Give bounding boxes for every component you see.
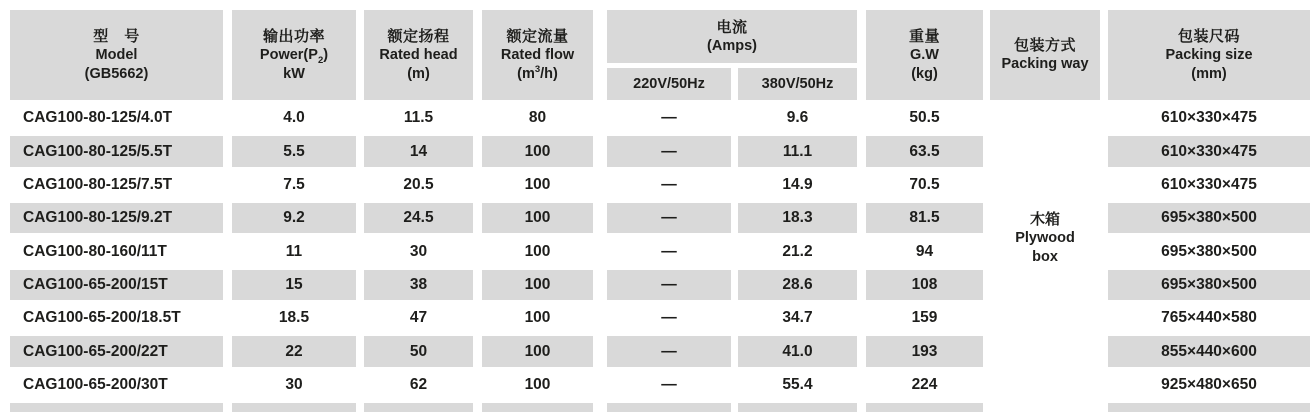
header-model-zh: 型 号 <box>93 27 140 45</box>
model-cell: CAG100-80-160/11T <box>10 235 223 268</box>
header-weight-en: G.W <box>910 46 939 63</box>
header-model-std: (GB5662) <box>84 65 149 82</box>
a220-cell: — <box>607 269 731 302</box>
head-cell: 30 <box>364 235 473 268</box>
column-weight <box>866 10 983 412</box>
column-group-current <box>607 10 857 412</box>
power-cell-partial <box>232 402 356 412</box>
a220-cell: — <box>607 102 731 135</box>
subcolumn-220v <box>607 102 731 412</box>
head-cell: 50 <box>364 335 473 368</box>
flow-cell: 100 <box>482 335 593 368</box>
model-cell: CAG100-80-125/4.0T <box>10 102 223 135</box>
flow-cell-partial <box>482 402 593 412</box>
model-cell: CAG100-80-125/5.5T <box>10 135 223 168</box>
header-weight-unit: (kg) <box>911 65 938 82</box>
header-packing-size-zh: 包装尺码 <box>1177 27 1240 45</box>
size-cell: 610×330×475 <box>1108 169 1310 202</box>
header-220v: 220V/50Hz <box>607 68 731 100</box>
size-cell: 695×380×500 <box>1108 202 1310 235</box>
model-cell: CAG100-80-125/9.2T <box>10 202 223 235</box>
a380-cell: 14.9 <box>738 169 857 202</box>
header-power-zh: 输出功率 <box>262 27 325 45</box>
header-power-en: $Power(P_2)$ <box>259 46 329 66</box>
header-power-unit: kW <box>283 65 305 82</box>
header-packing-way-zh: 包装方式 <box>1013 37 1076 54</box>
gw-cell: 81.5 <box>866 202 983 235</box>
size-cell: 610×330×475 <box>1108 102 1310 135</box>
gw-cell-partial <box>866 402 983 412</box>
header-current-en: (Amps) <box>707 37 757 54</box>
flow-cell: 100 <box>482 135 593 168</box>
column-rated-flow <box>482 10 593 412</box>
model-cell: CAG100-65-200/15T <box>10 269 223 302</box>
header-packing-way-en: Packing way <box>1001 56 1089 72</box>
header-power <box>232 10 356 100</box>
column-packing-way <box>990 10 1100 412</box>
subcolumn-380v <box>738 102 857 412</box>
model-cell: CAG100-65-200/30T <box>10 369 223 402</box>
a380-cell: 28.6 <box>738 269 857 302</box>
packing-way-zh: 木箱 <box>1029 210 1060 228</box>
header-current <box>607 10 857 63</box>
a380-cell: 11.1 <box>738 135 857 168</box>
header-weight-zh: 重量 <box>908 27 940 45</box>
flow-cell: 100 <box>482 235 593 268</box>
power-cell: 22 <box>232 335 356 368</box>
header-rated-head-en: Rated head <box>379 46 458 63</box>
head-cell: 14 <box>364 135 473 168</box>
a220-cell-partial <box>607 402 731 412</box>
gw-cell: 193 <box>866 335 983 368</box>
power-cell: 30 <box>232 369 356 402</box>
size-cell-partial <box>1108 402 1310 412</box>
a380-cell: 41.0 <box>738 335 857 368</box>
flow-cell: 100 <box>482 169 593 202</box>
header-rated-head <box>364 10 473 100</box>
a220-cell: — <box>607 369 731 402</box>
header-model <box>10 10 223 100</box>
flow-cell: 100 <box>482 202 593 235</box>
gw-cell: 224 <box>866 369 983 402</box>
power-cell: 4.0 <box>232 102 356 135</box>
a380-cell: 21.2 <box>738 235 857 268</box>
a380-cell: 34.7 <box>738 302 857 335</box>
size-cell: 925×480×650 <box>1108 369 1310 402</box>
current-subheader-row <box>607 68 857 100</box>
head-cell: 11.5 <box>364 102 473 135</box>
power-cell: 7.5 <box>232 169 356 202</box>
power-cell: 5.5 <box>232 135 356 168</box>
header-380v: 380V/50Hz <box>738 68 857 100</box>
size-cell: 765×440×580 <box>1108 302 1310 335</box>
header-rated-head-zh: 额定扬程 <box>387 27 450 45</box>
a220-cell: — <box>607 302 731 335</box>
a380-cell-partial <box>738 402 857 412</box>
column-model <box>10 10 223 412</box>
model-cell: CAG100-65-200/22T <box>10 335 223 368</box>
header-packing-size-unit: (mm) <box>1191 65 1227 82</box>
column-power <box>232 10 356 412</box>
gw-cell: 159 <box>866 302 983 335</box>
packing-way-value <box>990 102 1100 412</box>
flow-cell: 100 <box>482 369 593 402</box>
packing-way-en-line2: box <box>1032 248 1058 265</box>
a220-cell: — <box>607 135 731 168</box>
flow-cell: 100 <box>482 302 593 335</box>
size-cell: 855×440×600 <box>1108 335 1310 368</box>
a380-cell: 9.6 <box>738 102 857 135</box>
header-rated-head-unit: (m) <box>407 65 430 82</box>
header-rated-flow-unit: $(m^3/h)$ <box>517 63 558 82</box>
gw-cell: 94 <box>866 235 983 268</box>
head-cell: 20.5 <box>364 169 473 202</box>
header-rated-flow-zh: 额定流量 <box>506 27 569 45</box>
head-cell: 47 <box>364 302 473 335</box>
a380-cell: 55.4 <box>738 369 857 402</box>
a220-cell: — <box>607 169 731 202</box>
header-packing-size-en: Packing size <box>1165 46 1253 63</box>
header-current-zh: 电流 <box>716 18 748 36</box>
header-rated-flow-en: Rated flow <box>500 46 575 63</box>
column-rated-head <box>364 10 473 412</box>
head-cell: 38 <box>364 269 473 302</box>
power-cell: 15 <box>232 269 356 302</box>
flow-cell: 80 <box>482 102 593 135</box>
column-packing-size <box>1108 10 1310 412</box>
power-cell: 9.2 <box>232 202 356 235</box>
header-packing-size <box>1108 10 1310 100</box>
size-cell: 695×380×500 <box>1108 269 1310 302</box>
power-cell: 11 <box>232 235 356 268</box>
header-packing-way <box>990 10 1100 100</box>
a220-cell: — <box>607 335 731 368</box>
flow-cell: 100 <box>482 269 593 302</box>
gw-cell: 70.5 <box>866 169 983 202</box>
head-cell: 24.5 <box>364 202 473 235</box>
a220-cell: — <box>607 202 731 235</box>
header-rated-flow <box>482 10 593 100</box>
model-cell: CAG100-80-125/7.5T <box>10 169 223 202</box>
current-data <box>607 102 857 412</box>
model-cell: CAG100-65-200/18.5T <box>10 302 223 335</box>
gw-cell: 50.5 <box>866 102 983 135</box>
size-cell: 610×330×475 <box>1108 135 1310 168</box>
header-model-en: Model <box>95 46 138 63</box>
gw-cell: 108 <box>866 269 983 302</box>
a220-cell: — <box>607 235 731 268</box>
packing-way-en-line1: Plywood <box>1015 229 1075 246</box>
power-cell: 18.5 <box>232 302 356 335</box>
size-cell: 695×380×500 <box>1108 235 1310 268</box>
head-cell: 62 <box>364 369 473 402</box>
model-cell-partial <box>10 402 223 412</box>
header-weight <box>866 10 983 100</box>
gw-cell: 63.5 <box>866 135 983 168</box>
head-cell-partial <box>364 402 473 412</box>
a380-cell: 18.3 <box>738 202 857 235</box>
